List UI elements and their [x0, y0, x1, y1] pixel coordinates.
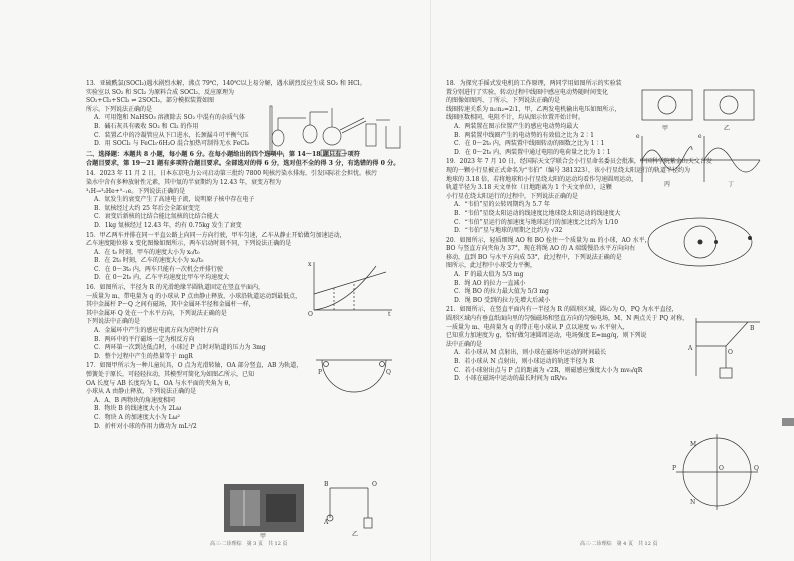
q17-option-c: C．物块 A 的加速度大小为 Lω²: [94, 413, 180, 421]
q20-line: 图所示，此过程中小球受力平衡，: [446, 262, 537, 270]
left-page: [86, 80, 404, 550]
q18-generator-svg: [636, 80, 764, 188]
earth-icon: [714, 240, 718, 244]
q16-semicircle-svg: [312, 350, 396, 406]
q19-line: 轨道半径为 3.18 天文单位（日地距离为 1 个天文单位），这颗: [446, 184, 612, 192]
q21-line: 21．如图所示，在竖直平面内有一半径为 R 的圆形区域，圆心为 O，PQ 为水平直径，: [446, 306, 678, 314]
q13-option-c: C．装置乙中的冷凝管应从下口进水，长颈漏斗可平衡气压: [94, 131, 249, 139]
q18-label-ding: 丁: [728, 181, 735, 188]
q18-line: 置分别进行了实验，转动过程中线圈中感应电动势随时间变化: [446, 88, 609, 96]
q15-origin: O: [308, 311, 313, 318]
q18-label-yi: 乙: [724, 125, 731, 132]
q18-label-jia: 甲: [662, 125, 669, 132]
q15-option-b: B．在 2t₀ 时刻，乙车的速度大小为 x₀/t₀: [94, 257, 204, 265]
q20-line: 移动，直到 BO 与水平方向成 53°，此过程中，下列说法正确的是: [446, 253, 622, 261]
q21-option-a: A．若小球从 M 点射出，则小球在磁场中运动的时间最长: [454, 349, 607, 357]
q16-option-b: B．两环中的平行磁场一定为相反方向: [94, 335, 195, 343]
q21-line: 圆形区域内有垂直纸面向里的匀强磁场和竖直方向的匀强电场，M、N 两点关于 PQ 对称，: [446, 315, 689, 323]
q18-option-a: A．两装置在图示位置产生的感应电动势均最大: [454, 122, 579, 130]
q15-graph-figure: [306, 258, 396, 316]
q19-orbit-svg: [642, 214, 762, 270]
q17-model-svg: [322, 478, 394, 538]
left-page-footer: 高三·二诊理综 第 3 页 共 12 页: [210, 541, 288, 547]
q15-option-c: C．在 0～3t₀ 内，两车只能有一次机会并排行驶: [94, 265, 223, 273]
q13-line: SO₂+Cl₂+SCl₂ ⇌ 2SOCl₂，部分模拟装置如图: [86, 97, 215, 105]
q17-label-b: B: [324, 481, 329, 488]
page-fold: [430, 0, 431, 561]
asteroid-icon: [748, 236, 752, 240]
q16-label-q: Q: [386, 369, 391, 376]
q21-label-q: Q: [754, 465, 759, 472]
q21-label-n: N: [690, 499, 696, 506]
q16-line: 其中金属杆 P～Q 之间有磁场，其中金属环半径和金属杆一样，: [86, 301, 255, 309]
q13-line: 所示。下列说法正确的是: [86, 105, 153, 113]
q21-circle-figure: [672, 430, 762, 514]
q18-line: 的图像如图丙、丁所示，下列说法正确的是: [446, 97, 561, 105]
q21-option-c: C．若小球射出点与 P 点的距离为 √2R，则磁感应强度大小为 mv₀/qR: [454, 366, 643, 374]
q17-model-figure: [322, 478, 394, 538]
q13-apparatus-svg: [266, 98, 404, 160]
q16-line: 其中金属环 Q 处在一个水平方向，下列说法正确的是: [86, 309, 227, 317]
q13-option-b: B．碱石灰具有吸收 SO₂ 和 Cl₂ 的作用: [94, 122, 199, 130]
q15-axis-t: t: [388, 311, 391, 318]
q21-option-b: B．若小球从 N 点射出，则小球运动的轨迹半径为 R: [454, 358, 594, 365]
q19-option-c: C．“韦伯”星运行的加速度与地球运行的加速度之比约为 1/10: [454, 218, 619, 226]
q13-line: 实验室以 SO₂ 和 SCl₂ 为原料合成 SOCl₂，反应原理为: [86, 88, 234, 96]
q19-line: 19．2023 年 7 月 10 日，经国际天文学联合会小行星命名委员会批准，中国科学院紫金山天文台发: [446, 158, 712, 166]
right-page-footer: 高三·二诊理综 第 4 页 共 12 页: [580, 541, 658, 547]
q20-rope-svg: [686, 316, 762, 388]
q21-label-o: O: [719, 465, 724, 472]
q17-line: 弹簧处于原长，可轻轻拉动，其模型可简化为如图乙所示，已知: [86, 371, 255, 378]
q13-option-d: D．用 SOCl₂ 与 FeCl₃·6H₂O 混合加热可制得无水 FeCl₃: [94, 140, 250, 148]
q20-option-c: C．绳 BO 的拉力最大值为 5/3 mg: [454, 288, 549, 296]
q14-option-d: D．1kg 氚核经过 12.43 年，约有 0.75kg 发生了衰变: [94, 221, 242, 229]
q18-option-c: C．在 0～2t₀ 内，两装置中线圈转动的圈数之比为 1∶1: [454, 140, 605, 148]
q21-option-d: D．小球在磁场中运动的最长时间为 πR/v₀: [454, 375, 567, 383]
q15-option-a: A．在 t₀ 时刻，甲车的速度大小为 x₀/t₀: [94, 248, 200, 256]
q17-label-a: A: [324, 519, 329, 526]
q20-label-b: B: [750, 325, 755, 332]
q20-line: 20．如图所示，轻质细绳 AO 和 BO 拴住一个质量为 m 的小球，AO 水平，: [446, 236, 651, 244]
q19-option-a: A．“韦伯”星的公转周期约为 5.7 年: [454, 201, 550, 209]
q18-line: 18．为探究手摇式发电机的工作原理，两同学用如图所示的实验装: [446, 80, 622, 87]
q18-line: 线圈转速关系为 n₁∶n₂=2∶1，甲、乙两发电机输出电压如图所示，: [446, 105, 621, 113]
q17-line: OA 长度与 AB 长度均为 L，OA 与水平面的夹角为 θ，: [86, 379, 235, 387]
q18-generator-figure: [636, 80, 764, 188]
q20-option-b: B．绳 AO 的拉力一直减小: [454, 279, 526, 287]
q17-line: 小球从 A 由静止释放，下列说法正确的是: [86, 388, 197, 396]
q21-line: 法中正确的是: [446, 340, 483, 348]
question-14: [86, 170, 404, 230]
section-2-line: 合题目要求，第 19～21 题有多项符合题目要求。全部选对的得 6 分，选对但不全的得 3 分，有选错的得 0 分。: [86, 159, 400, 167]
q17-photo-figure: [224, 484, 304, 538]
q20-line: BO 与竖直方向夹角为 37°，现在将绳 AO 的 A 端缓慢沿水平方向向右: [446, 245, 636, 253]
q20-label-o: O: [728, 349, 733, 356]
q17-photo-svg: [224, 484, 304, 538]
q15-axis-x: x: [308, 261, 312, 268]
q21-label-m: M: [690, 441, 697, 448]
q14-line: 14．2023 年 11 月 2 日，日本东京电力公司启动第三批约 7800 吨核污染水排海，引发国际社会担忧。核污: [86, 170, 377, 178]
q18-label-bing: 丙: [664, 181, 671, 188]
q20-option-d: D．绳 BO 受到的拉力先增大后减小: [454, 296, 551, 304]
q18-option-d: D．在 0～2t₀ 内，两装置中通过电阻的电荷量之比为 1∶1: [454, 148, 611, 156]
q14-line: ³₁H→³₂He+⁰₋₁e。下列说法正确的是: [86, 187, 186, 195]
q16-option-c: C．两环第一次到达低点时，小球过 P 点时对轨道的压力为 3mg: [94, 344, 266, 352]
q16-line: 下列说法中正确的是: [86, 318, 141, 326]
q21-label-p: P: [672, 465, 677, 472]
q14-option-c: C．衰变后新核的比结合能比氚核的比结合能大: [94, 213, 219, 221]
q13-apparatus-figure: [266, 98, 404, 160]
section-2-line: 二、选择题：本题共 8 小题，每小题 6 分。在每小题给出的四个选项中，第 14～18 题只有一项符: [86, 150, 360, 158]
q16-option-a: A．金属环中产生的感应电流方向为逆时针方向: [94, 327, 219, 335]
q17-label-yi: 乙: [352, 531, 359, 538]
q15-graph-svg: [306, 258, 396, 316]
q21-circle-svg: [672, 430, 762, 514]
q18-line: 线圈匝数相同，电阻不计，均从图示位置开始计时。: [446, 114, 585, 122]
q17-line: 17．如图甲所示为一种儿童玩具，O 点为光滑转轴，OA 部分竖直，AB 为轨道，: [86, 362, 303, 370]
q16-label-p: P: [318, 369, 323, 376]
q16-option-d: D．整个过程中产生的热量等于 mgR: [94, 352, 193, 360]
q13-line: 13．亚硫酰氯(SOCl₂)遇水剧烈水解，沸点 79℃，140℃以上易分解，遇水剧烈反应生成 SO₂ 和 HCl。: [86, 80, 366, 87]
q15-line: 15．甲乙两车并排在同一平直公路上向同一方向行驶，甲车匀速，乙车从静止开始做匀加速运动，: [86, 231, 346, 239]
q21-line: 一质量为 m、电荷量为 q 的带正电小球从 P 点以速度 v₀ 水平射入，: [446, 323, 629, 331]
q20-label-a: A: [688, 345, 693, 352]
right-page: [446, 80, 764, 550]
q17-label-o: O: [372, 481, 377, 488]
q19-option-b: B．“韦伯”星绕太阳运动的线速度比地球绕太阳运动的线速度大: [454, 209, 621, 217]
q18-axis-e2: e: [698, 133, 702, 140]
sun-icon: [698, 240, 703, 245]
q18-axis-e1: e: [636, 133, 640, 140]
q20-option-a: A．F 的最大值为 5/3 mg: [454, 271, 524, 279]
q14-line: 染水中含有多种放射性元素，其中氚的半衰期约为 12.43 年，衰变方程为: [86, 178, 281, 186]
q17-option-d: D．折杆对小球的作用力做功为 mL²/2: [94, 422, 197, 430]
q16-semicircle-figure: [312, 350, 396, 406]
q19-option-d: D．“韦伯”星与地球的周期之比约为 √32: [454, 227, 563, 235]
q15-line: 乙车速度随位移 x 变化图像如图所示，两车启动时刻不同，下列说法正确的是: [86, 240, 292, 248]
q16-line: 16．如图所示，半径为 R 的光滑绝缘半圆轨道固定在竖直平面内，: [86, 284, 264, 292]
q21-line: 已知重力加速度为 g，恰好做匀速圆周运动，电场强度 E=mg/q，则下列说: [446, 332, 647, 340]
q18-option-b: B．两装置中线圈产生的电动势的有效值之比为 2∶1: [454, 131, 594, 139]
q15-option-d: D．在 0～2t₀ 内，乙车平均速度比甲车平均速度大: [94, 274, 230, 282]
q14-option-b: B．氚核经过大约 25 年后会全部衰变完: [94, 204, 200, 212]
q13-option-a: A．可用饱和 NaHSO₃ 溶液除去 SO₂ 中混有的杂质气体: [94, 114, 245, 122]
q16-line: 一质量为 m、带电量为 q 的小球从 P 点由静止释放，小球沿轨道运动到最低点，: [86, 292, 302, 300]
q17-option-a: A．A、B 两物块的角速度相同: [94, 396, 175, 404]
q17-option-b: B．物块 B 的线速度大小为 2Lω: [94, 405, 182, 413]
q14-option-a: A．氚发生的衰变产生了高速电子流，说明原子核中存在电子: [94, 196, 255, 204]
q19-line: 地球的 3.18 倍，若将地球和小行星绕太阳的运动均看作匀速圆周运动，: [446, 175, 638, 183]
q20-rope-figure: [686, 316, 762, 388]
q19-line: 现的一颗小行星被正式命名为“韦伯”（编号 381323），该小行星绕太阳运行的轨道半径约为: [446, 166, 690, 174]
page-edge-tab: [782, 418, 794, 426]
q19-orbit-figure: [642, 214, 762, 270]
q19-line: 小行星在绕太阳运行的过程中，下列说法正确的是: [446, 192, 579, 200]
q17-label-jia: 甲: [260, 533, 267, 540]
